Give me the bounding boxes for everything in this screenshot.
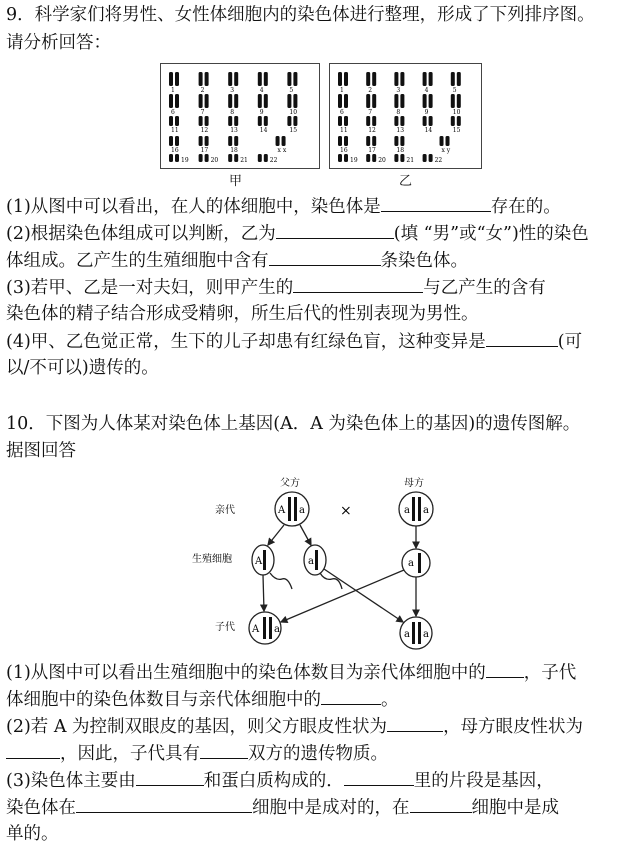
q10-part3-end: 单的。	[6, 824, 59, 844]
chromosome-pair	[258, 116, 268, 134]
chromosome-number: 22	[434, 157, 443, 164]
chromosome-number: 8	[396, 109, 401, 116]
chromosome-pair	[199, 154, 219, 164]
chromosome-pair	[440, 136, 451, 154]
chromosome-number: 6	[171, 109, 175, 116]
q10-part1-cont: 体细胞中的染色体数目与亲代体细胞中的 。	[6, 686, 399, 713]
q9-part2: (2)根据染色体组成可以判断，乙为 (填 “男”或“女”)性的染色	[6, 220, 589, 247]
q9-part3: (3)若甲、乙是一对夫妇，则甲产生的 与乙产生的含有	[6, 274, 546, 301]
answer-blank[interactable]	[486, 328, 558, 347]
chromosome-number: 9	[259, 109, 264, 116]
inheritance-diagram	[190, 465, 440, 655]
chromosome-number: 7	[368, 109, 373, 116]
chromosome-number: 21	[406, 157, 415, 164]
chromosome-number: 6	[340, 109, 344, 116]
chromosome-pair	[199, 136, 209, 154]
answer-blank[interactable]	[293, 274, 423, 293]
chromosome-pair	[451, 94, 461, 116]
chromosome-pair	[169, 116, 179, 134]
chromosome-pair	[228, 72, 238, 94]
chromosome-pair	[366, 154, 386, 164]
q10-part3: (3)染色体主要由 和蛋白质构成的． 里的片段是基因，	[6, 767, 554, 794]
karyotype-male	[329, 63, 482, 169]
chromosome-number: 8	[230, 109, 235, 116]
figure-label-yi: 乙	[399, 174, 413, 189]
chromosome-number: 18	[230, 147, 238, 154]
answer-blank[interactable]	[410, 794, 472, 813]
cross-symbol: ×	[340, 503, 352, 519]
chromosome-number: 13	[230, 127, 238, 134]
q10-part1: (1)从图中可以看出生殖细胞中的染色体数目为亲代体细胞中的 ，子代	[6, 659, 576, 686]
chromosome-pair	[451, 116, 461, 134]
chromosome-number: 4	[424, 87, 429, 94]
chromosome-number: 17	[200, 147, 209, 154]
chromosome-pair	[287, 94, 297, 116]
answer-blank[interactable]	[381, 193, 491, 212]
chromosome-number: 13	[396, 127, 405, 134]
chromosome-pair	[338, 116, 348, 134]
gene-a: a	[423, 629, 429, 640]
chromosome-number: 10	[289, 109, 298, 116]
chromosome-pair	[169, 136, 179, 154]
chromosome-pair	[228, 94, 238, 116]
chromosome-number: 22	[269, 157, 278, 164]
chromosome-pair	[169, 72, 179, 94]
gene-a: a	[404, 629, 410, 640]
chromosome-number: 3	[396, 87, 401, 94]
q9-title: 9．科学家们将男性、女性体细胞内的染色体进行整理，形成了下列排序图。	[6, 5, 595, 25]
q9-part4-cont: 以/不可以)遗传的。	[6, 358, 159, 378]
chromosome-number: x y	[441, 147, 451, 154]
chromosome-pair	[258, 94, 268, 116]
q9-part4: (4)甲、乙色觉正常，生下的儿子却患有红绿色盲，这种变异是 (可	[6, 328, 582, 355]
chromosome-pair	[366, 116, 376, 134]
chromosome-number: 19	[181, 157, 189, 164]
q9-title-cont: 请分析回答：	[6, 33, 111, 53]
chromosome-pair	[423, 154, 443, 164]
chromosome-number: 15	[289, 127, 298, 134]
chromosome-pair	[366, 72, 376, 94]
chromosome-number: 2	[200, 87, 205, 94]
chromosome-pair	[394, 136, 404, 154]
chromosome-number: 1	[340, 87, 344, 94]
chromosome-pair	[199, 72, 209, 94]
chromosome-pair	[423, 72, 433, 94]
chromosome-pair	[228, 154, 248, 164]
answer-blank[interactable]	[6, 740, 60, 759]
chromosome-number: 11	[171, 127, 179, 134]
chromosome-number: 3	[230, 87, 235, 94]
answer-blank[interactable]	[321, 686, 381, 705]
q10-part2-cont: ，因此，子代具有 双方的遗传物质。	[6, 740, 388, 767]
chromosome-number: 11	[340, 127, 348, 134]
q9-part1: (1)从图中可以看出，在人的体细胞中，染色体是 存在的。	[6, 193, 561, 220]
q10-part3-cont: 染色体在 细胞中是成对的，在 细胞中是成	[6, 794, 559, 821]
gene-a: a	[308, 556, 314, 567]
answer-blank[interactable]	[76, 794, 252, 813]
gene-A: A	[278, 505, 286, 516]
chromosome-number: 12	[200, 127, 209, 134]
chromosome-number: 15	[452, 127, 461, 134]
chromosome-pair	[338, 136, 348, 154]
chromosome-pair	[423, 116, 433, 134]
label-mother: 母方	[404, 478, 424, 489]
chromosome-number: 5	[452, 87, 457, 94]
chromosome-number: 18	[396, 147, 405, 154]
answer-blank[interactable]	[344, 767, 414, 786]
chromosome-number: 10	[452, 109, 461, 116]
chromosome-pair	[423, 94, 433, 116]
gene-a: a	[404, 505, 410, 516]
figure-label-jia: 甲	[229, 174, 243, 189]
chromosome-number: 14	[424, 127, 433, 134]
gene-A: A	[252, 624, 260, 635]
q9-part3-cont: 染色体的精子结合形成受精卵，所生后代的性别表现为男性。	[6, 304, 479, 324]
answer-blank[interactable]	[387, 713, 443, 732]
chromosome-number: 7	[200, 109, 205, 116]
chromosome-number: 20	[378, 157, 386, 164]
chromosome-pair	[276, 136, 287, 154]
label-offspring: 子代	[215, 622, 235, 633]
chromosome-pair	[287, 72, 297, 94]
chromosome-number: 1	[171, 87, 175, 94]
chromosome-number: 19	[350, 157, 358, 164]
gene-a: a	[274, 624, 280, 635]
answer-blank[interactable]	[276, 220, 394, 239]
chromosome-pair	[394, 94, 404, 116]
chromosome-pair	[394, 72, 404, 94]
chromosome-pair	[338, 72, 348, 94]
chromosome-pair	[199, 94, 209, 116]
chromosome-pair	[394, 154, 414, 164]
chromosome-pair	[338, 154, 358, 164]
chromosome-pair	[451, 72, 461, 94]
karyotype-female	[160, 63, 320, 169]
label-parents: 亲代	[215, 505, 235, 516]
chromosome-number: 14	[259, 127, 268, 134]
chromosome-number: 17	[368, 147, 376, 154]
chromosome-pair	[258, 154, 278, 164]
chromosome-number: 12	[368, 127, 376, 134]
chromosome-number: 9	[424, 109, 429, 116]
gene-A: A	[255, 556, 263, 567]
chromosome-pair	[338, 94, 348, 116]
gene-a: a	[299, 505, 305, 516]
chromosome-number: 20	[210, 157, 219, 164]
chromosome-number: 2	[368, 87, 373, 94]
chromosome-pair	[199, 116, 209, 134]
q10-title: 10．下图为人体某对染色体上基因(A．A 为染色体上的基因)的遗传图解。	[6, 414, 581, 434]
answer-blank[interactable]	[136, 767, 204, 786]
answer-blank[interactable]	[200, 740, 248, 759]
chromosome-pair	[228, 136, 238, 154]
q10-part2: (2)若 A 为控制双眼皮的基因，则父方眼皮性状为 ，母方眼皮性状为	[6, 713, 583, 740]
q9-part2-cont: 体组成。乙产生的生殖细胞中含有 条染色体。	[6, 247, 468, 274]
q10-title-cont: 据图回答	[6, 441, 76, 461]
label-father: 父方	[280, 478, 300, 489]
answer-blank[interactable]	[269, 247, 381, 266]
label-gametes: 生殖细胞	[192, 554, 232, 565]
chromosome-number: 16	[171, 147, 179, 154]
gene-a: a	[423, 505, 429, 516]
chromosome-pair	[258, 72, 268, 94]
gene-a: a	[408, 558, 414, 569]
chromosome-pair	[169, 154, 189, 164]
chromosome-number: x x	[277, 147, 287, 154]
chromosome-number: 4	[259, 87, 264, 94]
chromosome-number: 16	[340, 147, 348, 154]
chromosome-pair	[394, 116, 404, 134]
chromosome-pair	[287, 116, 297, 134]
chromosome-number: 21	[240, 157, 248, 164]
chromosome-pair	[169, 94, 179, 116]
chromosome-pair	[366, 94, 376, 116]
chromosome-pair	[366, 136, 376, 154]
answer-blank[interactable]	[486, 659, 524, 678]
chromosome-pair	[228, 116, 238, 134]
chromosome-number: 5	[289, 87, 294, 94]
